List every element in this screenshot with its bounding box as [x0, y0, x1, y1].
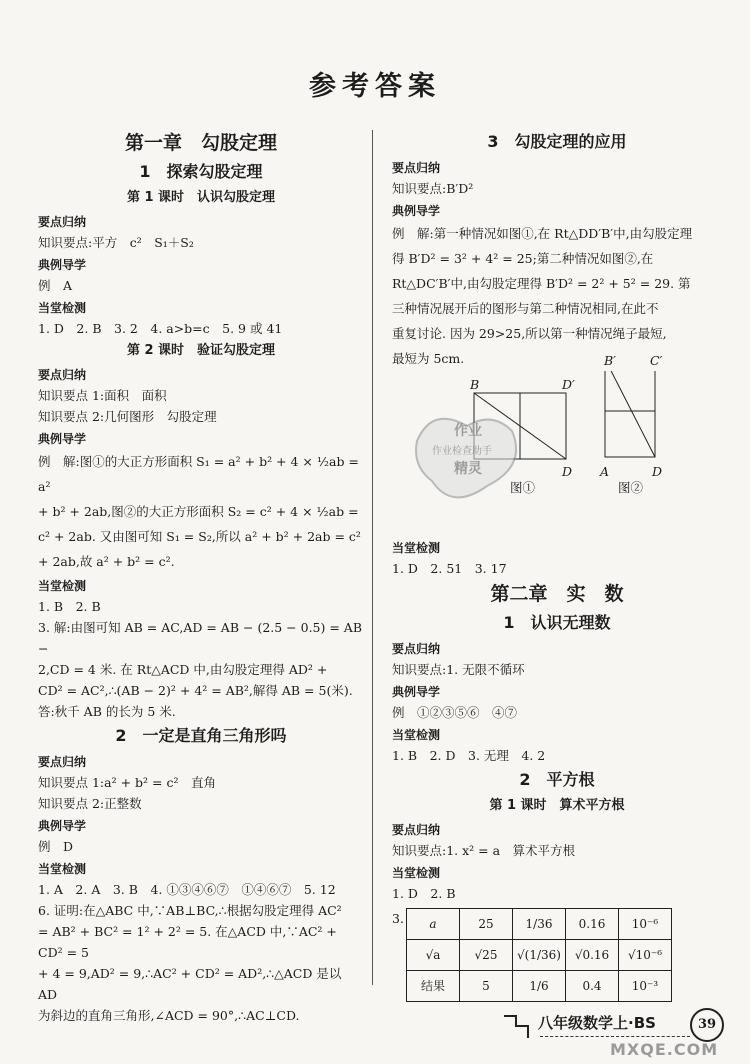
answer-line: 知识要点:B′D²	[392, 181, 474, 196]
answer-line: 6. 证明:在△ABC 中,∵AB⊥BC,∴根据勾股定理得 AC²	[38, 903, 342, 918]
fig2-label-D: D	[652, 464, 663, 479]
answer-line: 答:秋千 AB 的长为 5 米.	[38, 704, 176, 719]
answer-line: 知识要点 2:正整数	[38, 796, 142, 811]
subheading-check: 当堂检测	[392, 866, 441, 880]
subheading-examples: 典例导学	[38, 432, 87, 446]
question-number: 3.	[392, 911, 404, 926]
answer-line: 例 ①②③⑤⑥ ④⑦	[392, 705, 518, 720]
fig2-label-A: A	[600, 464, 610, 479]
answer-line: 1. D 2. B	[392, 886, 456, 901]
answer-line: 重复讨论. 因为 29>25,所以第一种情况绳子最短,	[392, 326, 667, 341]
footer-label: 八年级数学上·BS	[538, 1014, 656, 1032]
table-row	[407, 909, 672, 940]
lesson-heading: 第 2 课时 验证勾股定理	[126, 343, 276, 358]
fig2-rect	[605, 371, 655, 457]
figure-area	[392, 371, 722, 536]
answer-line: CD² = AC²,∴(AB − 2)² + 4² = AB²,解得 AB = 5(米).	[38, 683, 353, 698]
fig1-label-B: B	[470, 377, 480, 392]
answer-line: 知识要点 1:面积 面积	[38, 388, 167, 403]
subheading-examples: 典例导学	[38, 258, 87, 272]
footer-bracket-icon	[500, 1012, 536, 1042]
site-watermark: MXQE.COM	[610, 1040, 719, 1059]
answer-line: 知识要点 2:几何图形 勾股定理	[38, 409, 217, 424]
table-cell: 0.16	[566, 909, 619, 940]
page-title: 参考答案	[309, 71, 441, 102]
answer-line: 知识要点 1:a² + b² = c² 直角	[38, 775, 216, 790]
table-row	[407, 940, 672, 971]
table-cell: √a	[407, 940, 460, 971]
footer-rule	[540, 1036, 690, 1037]
answer-line: 2,CD = 4 米. 在 Rt△ACD 中,由勾股定理得 AD² +	[38, 662, 328, 677]
subheading-examples: 典例导学	[392, 685, 441, 699]
table-cell: √0.16	[566, 940, 619, 971]
subheading-key-points: 要点归纳	[38, 368, 87, 382]
fig1-label-Bp: D′	[562, 377, 575, 392]
table-cell: 1/36	[513, 909, 566, 940]
fig2-diagonal	[605, 371, 655, 457]
section-heading: 2 平方根	[519, 770, 595, 789]
answer-line: 知识要点:1. 无限不循环	[392, 662, 525, 677]
fig2-label-Cp: C′	[650, 353, 663, 368]
answer-line: 知识要点:平方 c² S₁＋S₂	[38, 235, 194, 250]
subheading-key-points: 要点归纳	[38, 755, 87, 769]
answer-line: c² + 2ab. 又由图可知 S₁ = S₂,所以 a² + b² + 2ab = c²	[38, 529, 361, 544]
fig1-label-D: D	[562, 464, 573, 479]
answer-table-block	[392, 908, 722, 1002]
table-cell: 0.4	[566, 971, 619, 1002]
table-cell: a	[407, 909, 460, 940]
section-heading: 1 认识无理数	[503, 613, 611, 632]
page-number: 39	[690, 1008, 724, 1042]
subheading-key-points: 要点归纳	[38, 215, 87, 229]
answer-line: + b² + 2ab,图②的大正方形面积 S₂ = c² + 4 × ½ab =	[38, 504, 359, 519]
fig2-caption: 图②	[618, 480, 644, 495]
subheading-check: 当堂检测	[38, 301, 87, 315]
answer-line: Rt△DC′B′中,由勾股定理得 B′D² = 2² + 5² = 29. 第	[392, 276, 691, 291]
answer-line: 3. 解:由图可知 AB = AC,AD = AB − (2.5 − 0.5) = AB −	[38, 620, 363, 656]
subheading-check: 当堂检测	[392, 541, 441, 555]
answer-line: 例 解:第一种情况如图①,在 Rt△DD′B′中,由勾股定理	[392, 226, 693, 241]
table-row	[407, 971, 672, 1002]
answer-line: + 4 = 9,AD² = 9,∴AC² + CD² = AD²,∴△ACD 是以 AD	[38, 966, 342, 1002]
subheading-examples: 典例导学	[392, 204, 441, 218]
subheading-check: 当堂检测	[38, 862, 87, 876]
stamp-text: 作业	[454, 423, 482, 439]
answer-line: 1. B 2. B	[38, 599, 101, 614]
answer-line: 三种情况展开后的图形与第二种情况相同,在此不	[392, 301, 659, 316]
lesson-heading: 第 1 课时 算术平方根	[489, 798, 625, 813]
stamp-text: 作业检查助手	[432, 446, 492, 457]
table-cell: 结果	[407, 971, 460, 1002]
column-divider	[372, 130, 373, 985]
answer-line: 1. A 2. A 3. B 4. ①③④⑥⑦ ①④⑥⑦ 5. 12	[38, 882, 336, 897]
table-cell: 10⁻⁶	[619, 909, 672, 940]
table-cell: √25	[460, 940, 513, 971]
stamp-text: 精灵	[454, 461, 482, 477]
table-cell: 10⁻³	[619, 971, 672, 1002]
answer-line: = AB² + BC² = 1² + 2² = 5. 在△ACD 中,∵AC² + CD² = 5	[38, 924, 337, 960]
answer-line: 例 解:图①的大正方形面积 S₁ = a² + b² + 4 × ½ab = a²	[38, 454, 359, 494]
answer-line: 得 B′D² = 3² + 4² = 25;第二种情况如图②,在	[392, 251, 654, 266]
answer-line: + 2ab,故 a² + b² = c².	[38, 554, 175, 569]
table-cell: √10⁻⁶	[619, 940, 672, 971]
subheading-examples: 典例导学	[38, 819, 87, 833]
subheading-key-points: 要点归纳	[392, 642, 441, 656]
table-cell: 1/6	[513, 971, 566, 1002]
right-column	[392, 128, 722, 1002]
left-column	[38, 128, 364, 1026]
lesson-heading: 第 1 课时 认识勾股定理	[126, 190, 276, 205]
section-heading: 2 一定是直角三角形吗	[115, 726, 287, 745]
section-heading: 3 勾股定理的应用	[487, 132, 627, 151]
subheading-key-points: 要点归纳	[392, 823, 441, 837]
answer-line: 1. B 2. D 3. 无理 4. 2	[392, 748, 546, 763]
answer-line: 例 D	[38, 839, 74, 854]
answer-line: 例 A	[38, 278, 73, 293]
answer-line: 1. D 2. 51 3. 17	[392, 561, 507, 576]
answer-table	[406, 908, 672, 1002]
subheading-check: 当堂检测	[38, 579, 87, 593]
chapter-heading: 第二章 实 数	[490, 583, 624, 605]
subheading-check: 当堂检测	[392, 728, 441, 742]
chapter-heading: 第一章 勾股定理	[124, 132, 277, 154]
section-heading: 1 探索勾股定理	[139, 162, 263, 181]
table-cell: 5	[460, 971, 513, 1002]
fig1-caption: 图①	[510, 480, 536, 495]
subheading-key-points: 要点归纳	[392, 161, 441, 175]
answer-line: 最短为 5cm.	[392, 351, 465, 366]
answer-line: 1. D 2. B 3. 2 4. a>b=c 5. 9 或 41	[38, 321, 283, 336]
answer-line: 为斜边的直角三角形,∠ACD = 90°,∴AC⊥CD.	[38, 1008, 300, 1023]
fig2-label-Bp: B′	[604, 353, 617, 368]
answer-line: 知识要点:1. x² = a 算术平方根	[392, 843, 576, 858]
table-cell: 25	[460, 909, 513, 940]
table-cell: √(1/36)	[513, 940, 566, 971]
